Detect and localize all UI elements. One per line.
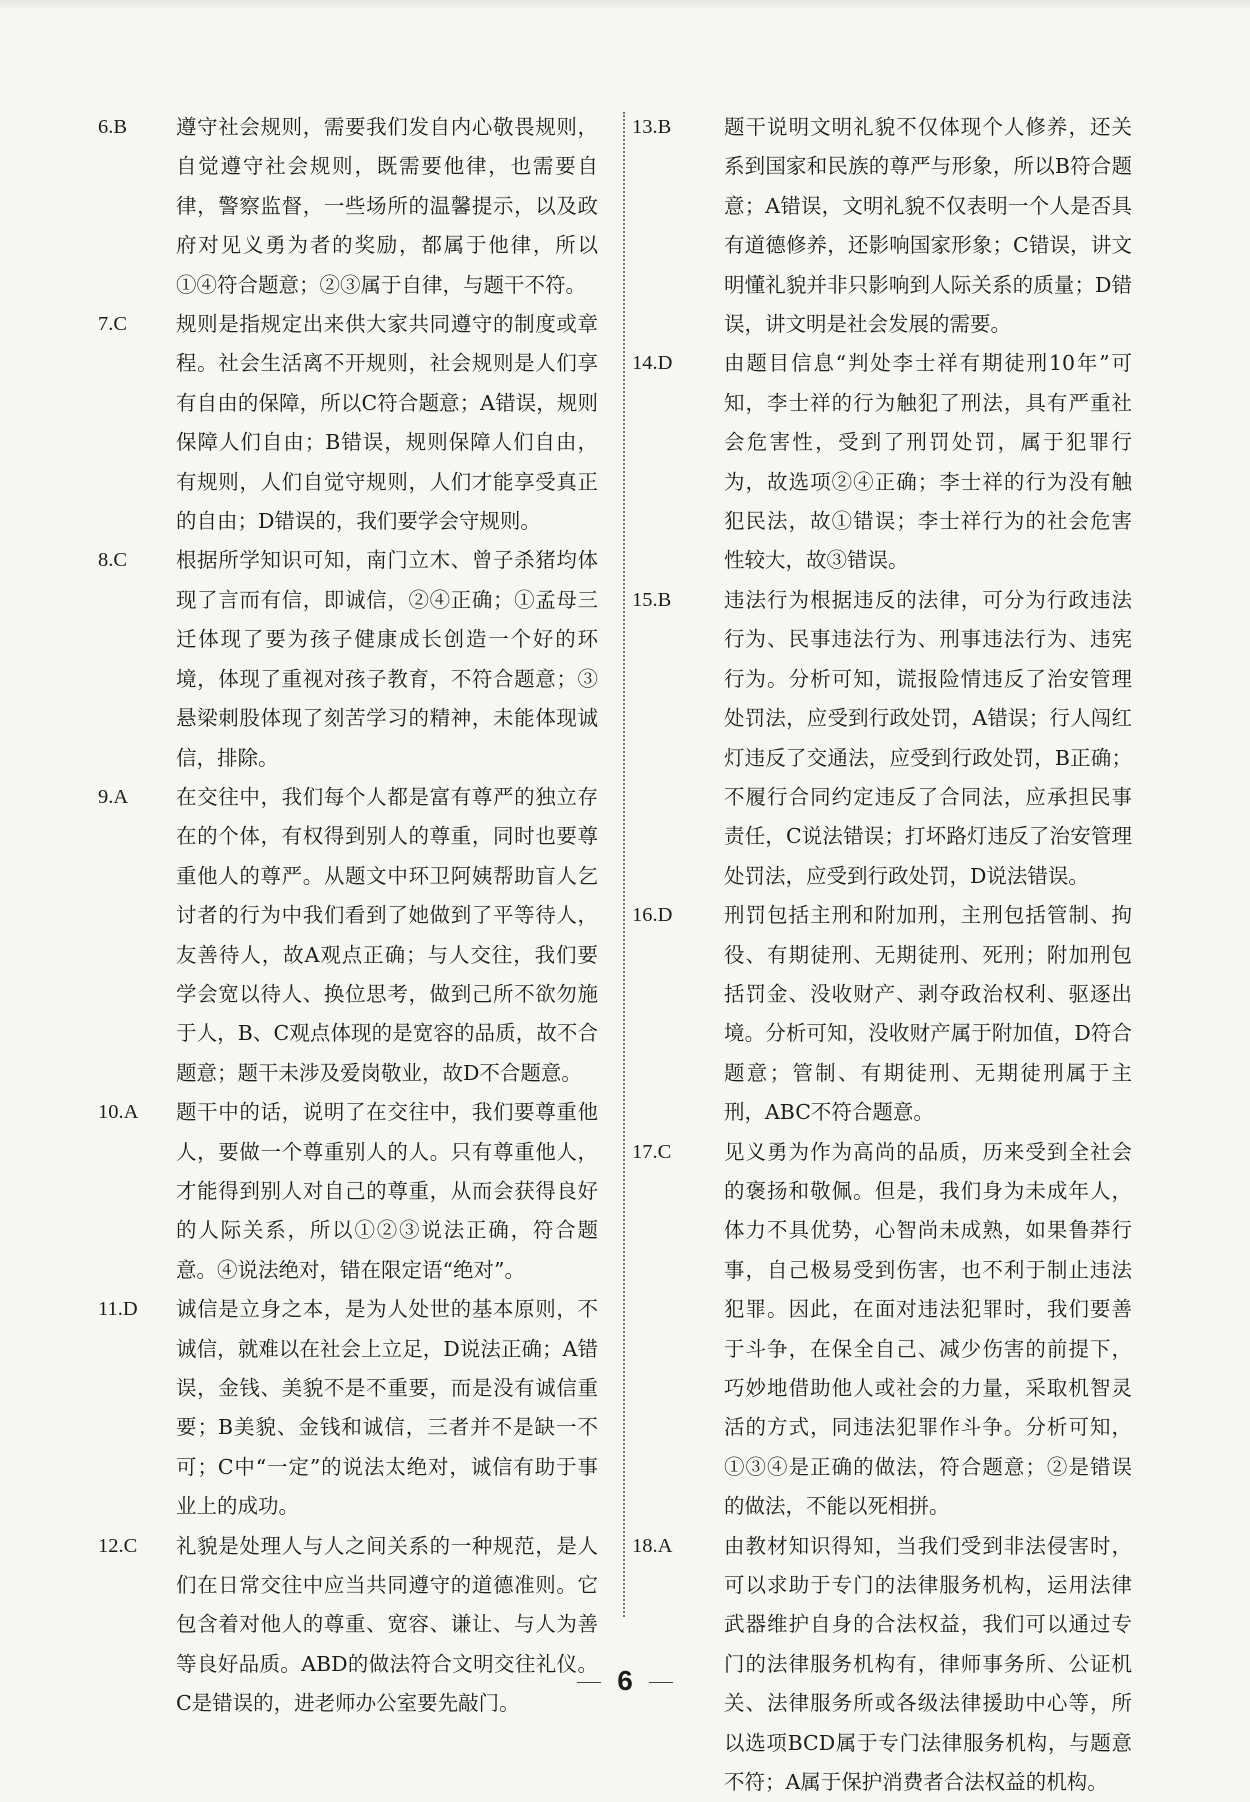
answer-item — [98, 1290, 598, 1526]
answer-item — [98, 108, 598, 305]
answer-number: 10.A — [98, 1101, 139, 1124]
answer-explanation: 见义勇为作为高尚的品质，历来受到全社会的褒扬和敬佩。但是，我们身为未成年人，体力不具优势，心智尚未成熟，如果鲁莽行事，自己极易受到伤害，也不利于制止违法犯罪。因此，在面对违法犯罪时，我们要善于斗争，在保全自己、减少伤害的前提下，巧妙地借助他人或社会的力量，采取机智灵活的方式，同违法犯罪作斗争。分析可知，①③④是正确的做法，符合题意；②是错误的做法，不能以死相拼。 — [724, 1139, 1132, 1519]
answer-explanation: 诚信是立身之本，是为人处世的基本原则，不诚信，就难以在社会上立足，D说法正确；A错误，金钱、美貌不是不重要，而是没有诚信重要；B美貌、金钱和诚信，三者并不是缺一不可；C中“一定”的说法太绝对，诚信有助于事业上的成功。 — [176, 1297, 598, 1519]
top-edge — [0, 0, 1250, 10]
answer-number: 13.B — [632, 116, 672, 138]
page-number: 6 — [617, 1665, 633, 1696]
answer-explanation: 违法行为根据违反的法律，可分为行政违法行为、民事违法行为、刑事违法行为、违宪行为。分析可知，谎报险情违反了治安管理处罚法，应受到行政处罚，A错误；行人闯红灯违反了交通法，应受到行政处罚，B正确；不履行合同约定违反了合同法，应承担民事责任，C说法错误；打坏路灯违反了治安管理处罚法，应受到行政处罚，D说法错误。 — [724, 587, 1132, 888]
answer-number: 16.D — [632, 904, 673, 927]
answer-item — [98, 1093, 598, 1290]
answer-number: 9.A — [98, 785, 129, 808]
answer-number: 6.B — [98, 116, 128, 138]
answer-number: 18.A — [632, 1534, 673, 1557]
answer-number: 11.D — [98, 1298, 138, 1321]
answer-explanation: 遵守社会规则，需要我们发自内心敬畏规则，自觉遵守社会规则，既需要他律，也需要自律，警察监督，一些场所的温馨提示，以及政府对见义勇为者的奖励，都属于他律，所以①④符合题意；②③属于自律，与题干不符。 — [176, 115, 598, 297]
answer-item — [98, 541, 598, 777]
answer-number: 7.C — [98, 313, 128, 336]
answer-explanation: 刑罚包括主刑和附加刑，主刑包括管制、拘役、有期徒刑、无期徒刑、死刑；附加刑包括罚金、没收财产、剥夺政治权利、驱逐出境。分析可知，没收财产属于附加值，D符合题意；管制、有期徒刑、无期徒刑属于主刑，ABC不符合题意。 — [724, 903, 1132, 1125]
answer-explanation: 由教材知识得知，当我们受到非法侵害时，可以求助于专门的法律服务机构，运用法律武器维护自身的合法权益，我们可以通过专门的法律服务机构有，律师事务所、公证机关、法律服务所或各级法律援助中心等，所以选项BCD属于专门法律服务机构，与题意不符；A属于保护消费者合法权益的机构。 — [724, 1533, 1132, 1795]
answer-explanation: 规则是指规定出来供大家共同遵守的制度或章程。社会生活离不开规则，社会规则是人们享有自由的保障，所以C符合题意；A错误，规则保障人们自由；B错误，规则保障人们自由，有规则，人们自觉守规则，人们才能享受真正的自由；D错误的，我们要学会守规则。 — [176, 312, 598, 534]
answer-item — [632, 581, 1132, 896]
answer-item — [632, 108, 1132, 344]
answer-explanation: 由题目信息“判处李士祥有期徒刑10年”可知，李士祥的行为触犯了刑法，具有严重社会危害性，受到了刑罚处罚，属于犯罪行为，故选项②④正确；李士祥的行为没有触犯民法，故①错误；李士祥行为的社会危害性较大，故③错误。 — [724, 351, 1132, 573]
answer-number: 12.C — [98, 1534, 138, 1557]
answer-explanation: 题干说明文明礼貌不仅体现个人修养，还关系到国家和民族的尊严与形象，所以B符合题意；A错误，文明礼貌不仅表明一个人是否具有道德修养，还影响国家形象；C错误，讲文明懂礼貌并非只影响到人际关系的质量；D错误，讲文明是社会发展的需要。 — [724, 115, 1132, 337]
answer-number: 14.D — [632, 352, 673, 375]
answer-explanation: 在交往中，我们每个人都是富有尊严的独立存在的个体，有权得到别人的尊重，同时也要尊重他人的尊严。从题文中环卫阿姨帮助盲人乞讨者的行为中我们看到了她做到了平等待人，友善待人，故A观点正确；与人交往，我们要学会宽以待人、换位思考，做到己所不欲勿施于人，B、C观点体现的是宽容的品质，故不合题意；题干未涉及爱岗敬业，故D不合题意。 — [176, 784, 598, 1085]
left-column — [98, 108, 598, 1724]
answer-number: 8.C — [98, 549, 128, 572]
page-footer — [0, 1665, 1250, 1697]
answer-explanation: 题干中的话，说明了在交往中，我们要尊重他人，要做一个尊重别人的人。只有尊重他人，才能得到别人对自己的尊重，从而会获得良好的人际关系，所以①②③说法正确，符合题意。④说法绝对，错在限定语“绝对”。 — [176, 1100, 598, 1282]
footer-dash-left — [577, 1682, 601, 1683]
answer-item — [632, 344, 1132, 580]
right-column — [632, 108, 1132, 1802]
answer-item — [632, 896, 1132, 1132]
column-divider — [623, 112, 625, 1617]
answer-item — [632, 1133, 1132, 1527]
answer-number: 15.B — [632, 588, 672, 611]
answer-item — [98, 305, 598, 541]
footer-dash-right — [649, 1682, 673, 1683]
answer-item — [98, 778, 598, 1093]
answer-explanation: 根据所学知识可知，南门立木、曾子杀猪均体现了言而有信，即诚信，②④正确；①孟母三迁体现了要为孩子健康成长创造一个好的环境，体现了重视对孩子教育，不符合题意；③悬梁刺股体现了刻苦学习的精神，未能体现诚信，排除。 — [176, 548, 598, 770]
answer-explanation: 礼貌是处理人与人之间关系的一种规范，是人们在日常交往中应当共同遵守的道德准则。它包含着对他人的尊重、宽容、谦让、与人为善等良好品质。ABD的做法符合文明交往礼仪。C是错误的，进老师办公室要先敲门。 — [176, 1533, 598, 1716]
answer-number: 17.C — [632, 1140, 672, 1163]
